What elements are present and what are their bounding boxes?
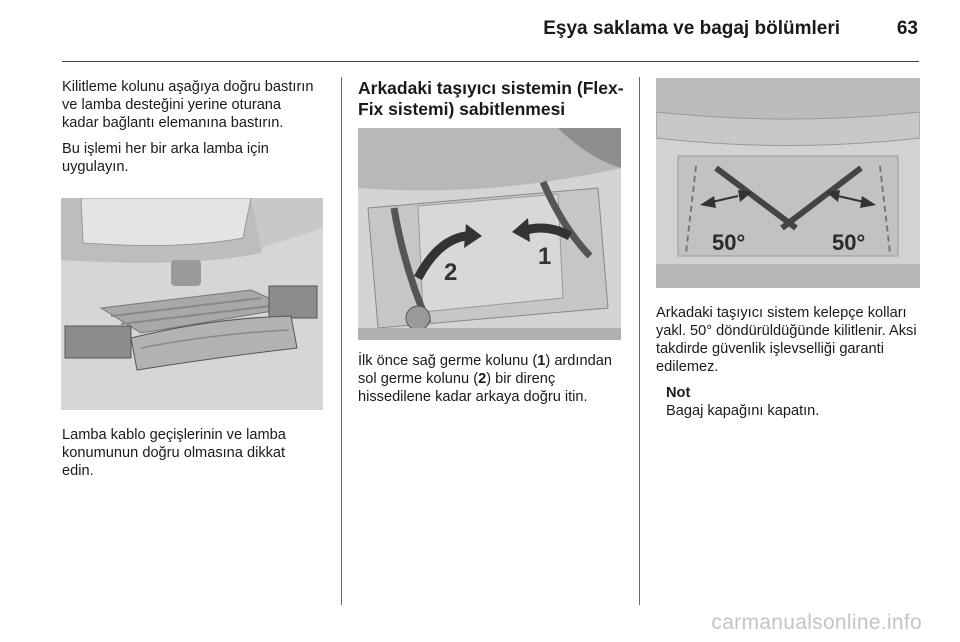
repeat-instruction: Bu işlemi her bir arka lamba için uygulayın. xyxy=(62,141,269,175)
figure-flexfix-levers xyxy=(358,128,621,340)
header-divider xyxy=(62,61,919,62)
note-label: Not xyxy=(666,385,691,401)
caption-text: Lamba kablo geçişlerinin ve lamba konumunun doğru olmasına dikkat edin. xyxy=(62,427,286,479)
lever-ref-2: 2 xyxy=(478,371,487,387)
lever-label-2: 2 xyxy=(444,259,458,286)
lever-ref-1: 1 xyxy=(537,353,546,369)
angle-label-right: 50° xyxy=(832,230,866,255)
lever-instruction-text xyxy=(358,352,626,406)
column-1-intro xyxy=(62,78,320,184)
angle-label-left: 50° xyxy=(712,230,746,255)
figure-1-caption xyxy=(62,426,320,488)
intro-paragraph: Kilitleme kolunu aşağıya doğru bastırın ve lamba desteğini yerine oturana kadar bağlantı elemanına bastırın. xyxy=(62,79,314,131)
clamp-paragraph: Arkadaki taşıyıcı sistem kelepçe kolları yakl. 50° döndürüldüğünde kilitlenir. Aksi takdirde güvenlik işlevselliği garanti edilemez. xyxy=(656,305,917,375)
lever-instructions xyxy=(358,352,626,414)
column-divider-2 xyxy=(639,77,640,605)
note-box xyxy=(656,384,918,420)
watermark: carmanualsonline.info xyxy=(711,611,922,634)
column-divider-1 xyxy=(341,77,342,605)
section-heading: Arkadaki taşıyıcı sistemin (Flex-Fix sistemi) sabitlenmesi xyxy=(358,78,624,119)
lever-text-part-2: ) ardından sol germe kolunu ( xyxy=(358,353,612,387)
page-header-title: Eşya saklama ve bagaj bölümleri xyxy=(543,18,840,39)
note-text: Bagaj kapağını kapatın. xyxy=(666,403,820,419)
lever-text-part-3: ) bir direnç hissedilene kadar arkaya doğru itin. xyxy=(358,371,588,405)
page-number: 63 xyxy=(896,18,918,39)
column-3-text xyxy=(656,304,918,420)
figure-clamp-angle xyxy=(656,78,920,288)
figure-tail-lamp-carrier xyxy=(61,198,323,410)
lever-label-1: 1 xyxy=(538,243,552,270)
lever-text-part-1: İlk önce sağ germe kolunu ( xyxy=(358,353,538,369)
